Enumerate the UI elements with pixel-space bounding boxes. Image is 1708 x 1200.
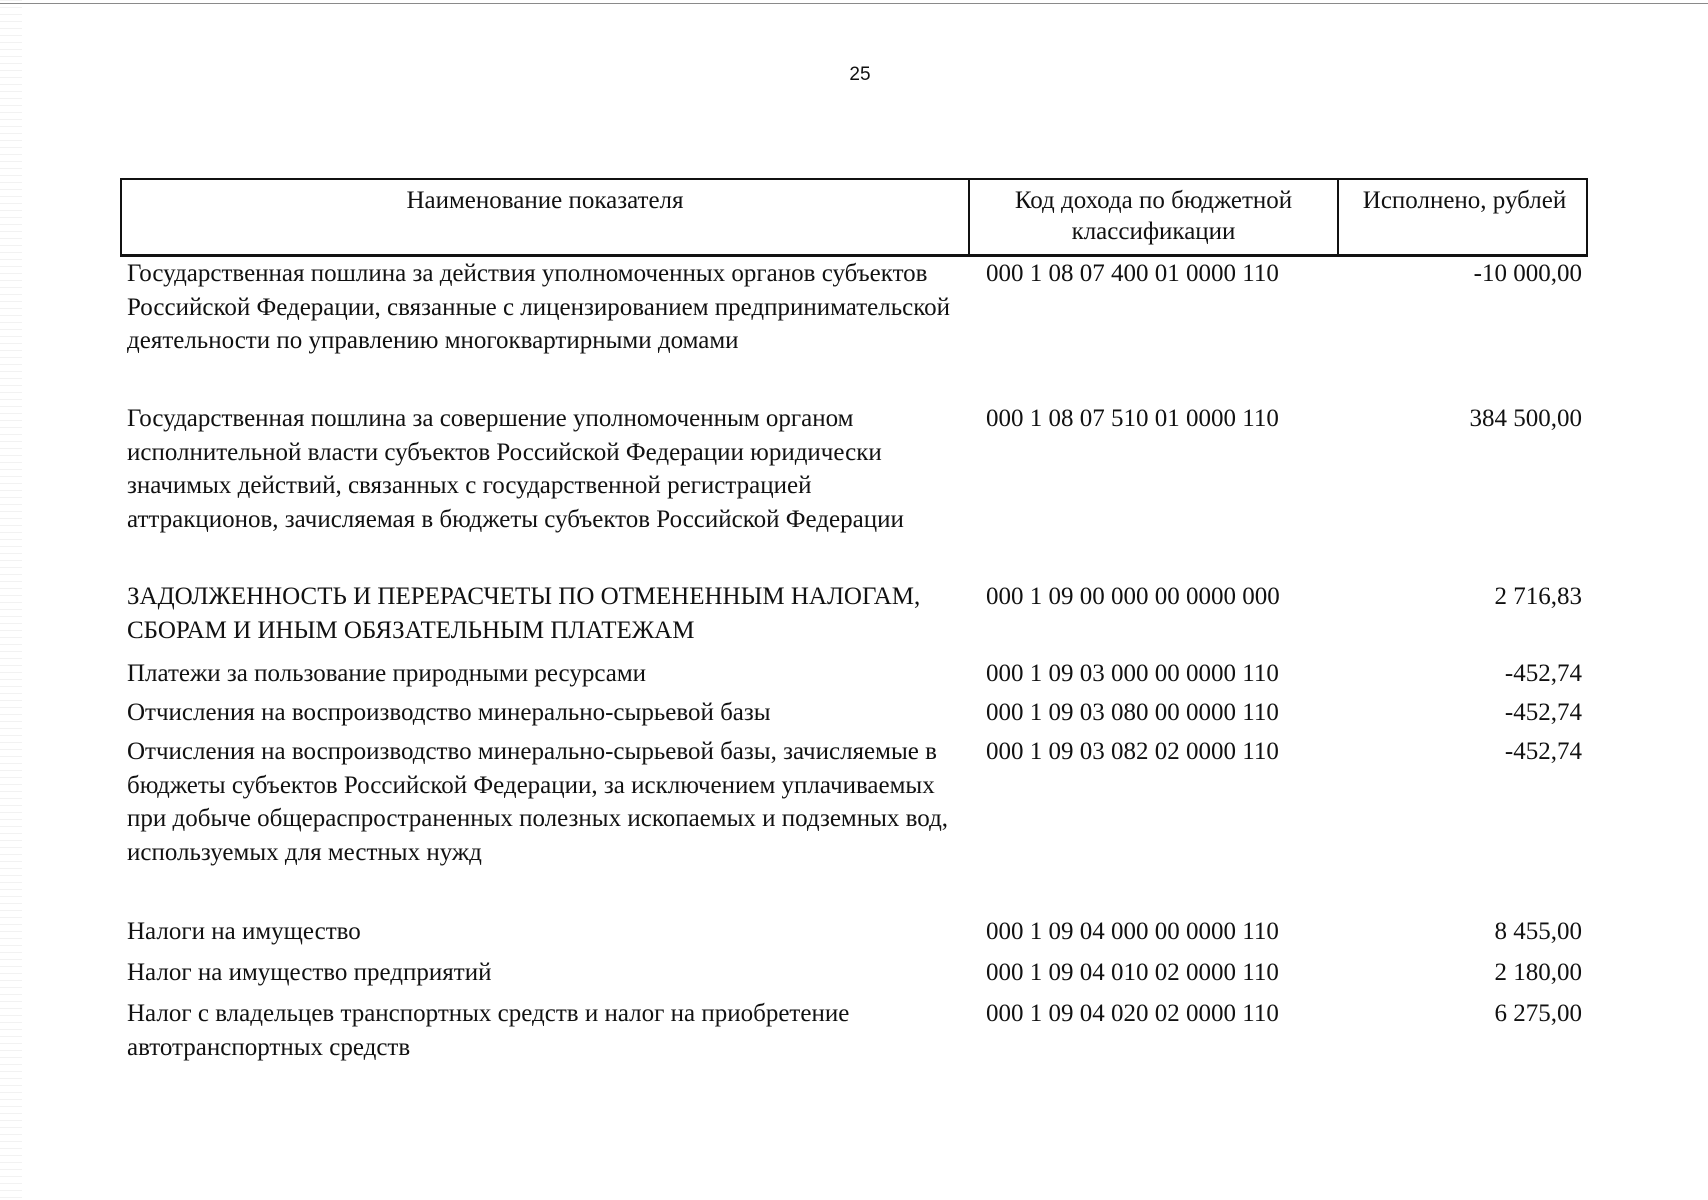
row-code: 000 1 09 04 020 02 0000 110 <box>986 1000 1279 1027</box>
row-value: 6 275,00 <box>1494 1000 1582 1027</box>
row-name: Отчисления на воспроизводство минерально-сырьевой базы, зачисляемые в бюджеты субъектов Российской Федерации, за исключением уплачиваемых при добыче общераспространенных полезных ископаемых и подземных вод, используемых для местных нужд <box>127 738 949 866</box>
row-value: 2 716,83 <box>1494 583 1582 610</box>
row-name: Платежи за пользование природными ресурсами <box>127 660 647 687</box>
row-code: 000 1 09 03 080 00 0000 110 <box>986 699 1279 726</box>
row-value: -10 000,00 <box>1473 260 1582 287</box>
table-row <box>120 402 1588 580</box>
row-code: 000 1 09 03 000 00 0000 110 <box>986 660 1279 687</box>
table-row <box>120 735 1588 915</box>
revenue-table <box>120 178 1588 1067</box>
row-code: 000 1 08 07 510 01 0000 110 <box>986 405 1279 432</box>
row-value: 2 180,00 <box>1494 959 1582 986</box>
row-code: 000 1 09 04 000 00 0000 110 <box>986 918 1279 945</box>
row-name: Государственная пошлина за совершение уполномоченным органом исполнительной власти субъектов Российской Федерации юридически значимых действий, связанных с государственной регистрацией аттракционов, зачисляемая в бюджеты субъектов Российской Федерации <box>127 405 904 533</box>
row-code: 000 1 08 07 400 01 0000 110 <box>986 260 1279 287</box>
table-row <box>120 696 1588 735</box>
row-name: Налоги на имущество <box>127 918 361 945</box>
table-row <box>120 257 1588 402</box>
top-border-line <box>0 3 1708 4</box>
row-code: 000 1 09 04 010 02 0000 110 <box>986 959 1279 986</box>
scan-edge-noise <box>0 0 22 1200</box>
table-row <box>120 997 1588 1067</box>
row-name: Налог на имущество предприятий <box>127 959 492 986</box>
row-value: 8 455,00 <box>1494 918 1582 945</box>
row-value: -452,74 <box>1504 660 1582 687</box>
row-code: 000 1 09 00 000 00 0000 000 <box>986 583 1280 610</box>
header-name: Наименование показателя <box>406 187 684 214</box>
row-code: 000 1 09 03 082 02 0000 110 <box>986 738 1279 765</box>
header-code: Код дохода по бюджетной классификации <box>968 180 1337 254</box>
row-name: ЗАДОЛЖЕННОСТЬ И ПЕРЕРАСЧЕТЫ ПО ОТМЕНЕННЫМ НАЛОГАМ, СБОРАМ И ИНЫМ ОБЯЗАТЕЛЬНЫМ ПЛАТЕЖАМ <box>127 583 921 644</box>
row-value: -452,74 <box>1504 738 1582 765</box>
row-name: Государственная пошлина за действия уполномоченных органов субъектов Российской Федерации, связанные с лицензированием предпринимательской деятельности по управлению многоквартирными домами <box>127 260 950 354</box>
table-row <box>120 657 1588 696</box>
page-number: 25 <box>849 64 871 85</box>
table-row <box>120 580 1588 657</box>
row-name: Налог с владельцев транспортных средств и налог на приобретение автотранспортных средств <box>127 1000 850 1061</box>
header-value: Исполнено, рублей <box>1337 180 1590 254</box>
table-row <box>120 956 1588 997</box>
table-row <box>120 915 1588 956</box>
row-value: 384 500,00 <box>1469 405 1582 432</box>
row-name: Отчисления на воспроизводство минерально-сырьевой базы <box>127 699 771 726</box>
table-header <box>120 178 1588 257</box>
row-value: -452,74 <box>1504 699 1582 726</box>
